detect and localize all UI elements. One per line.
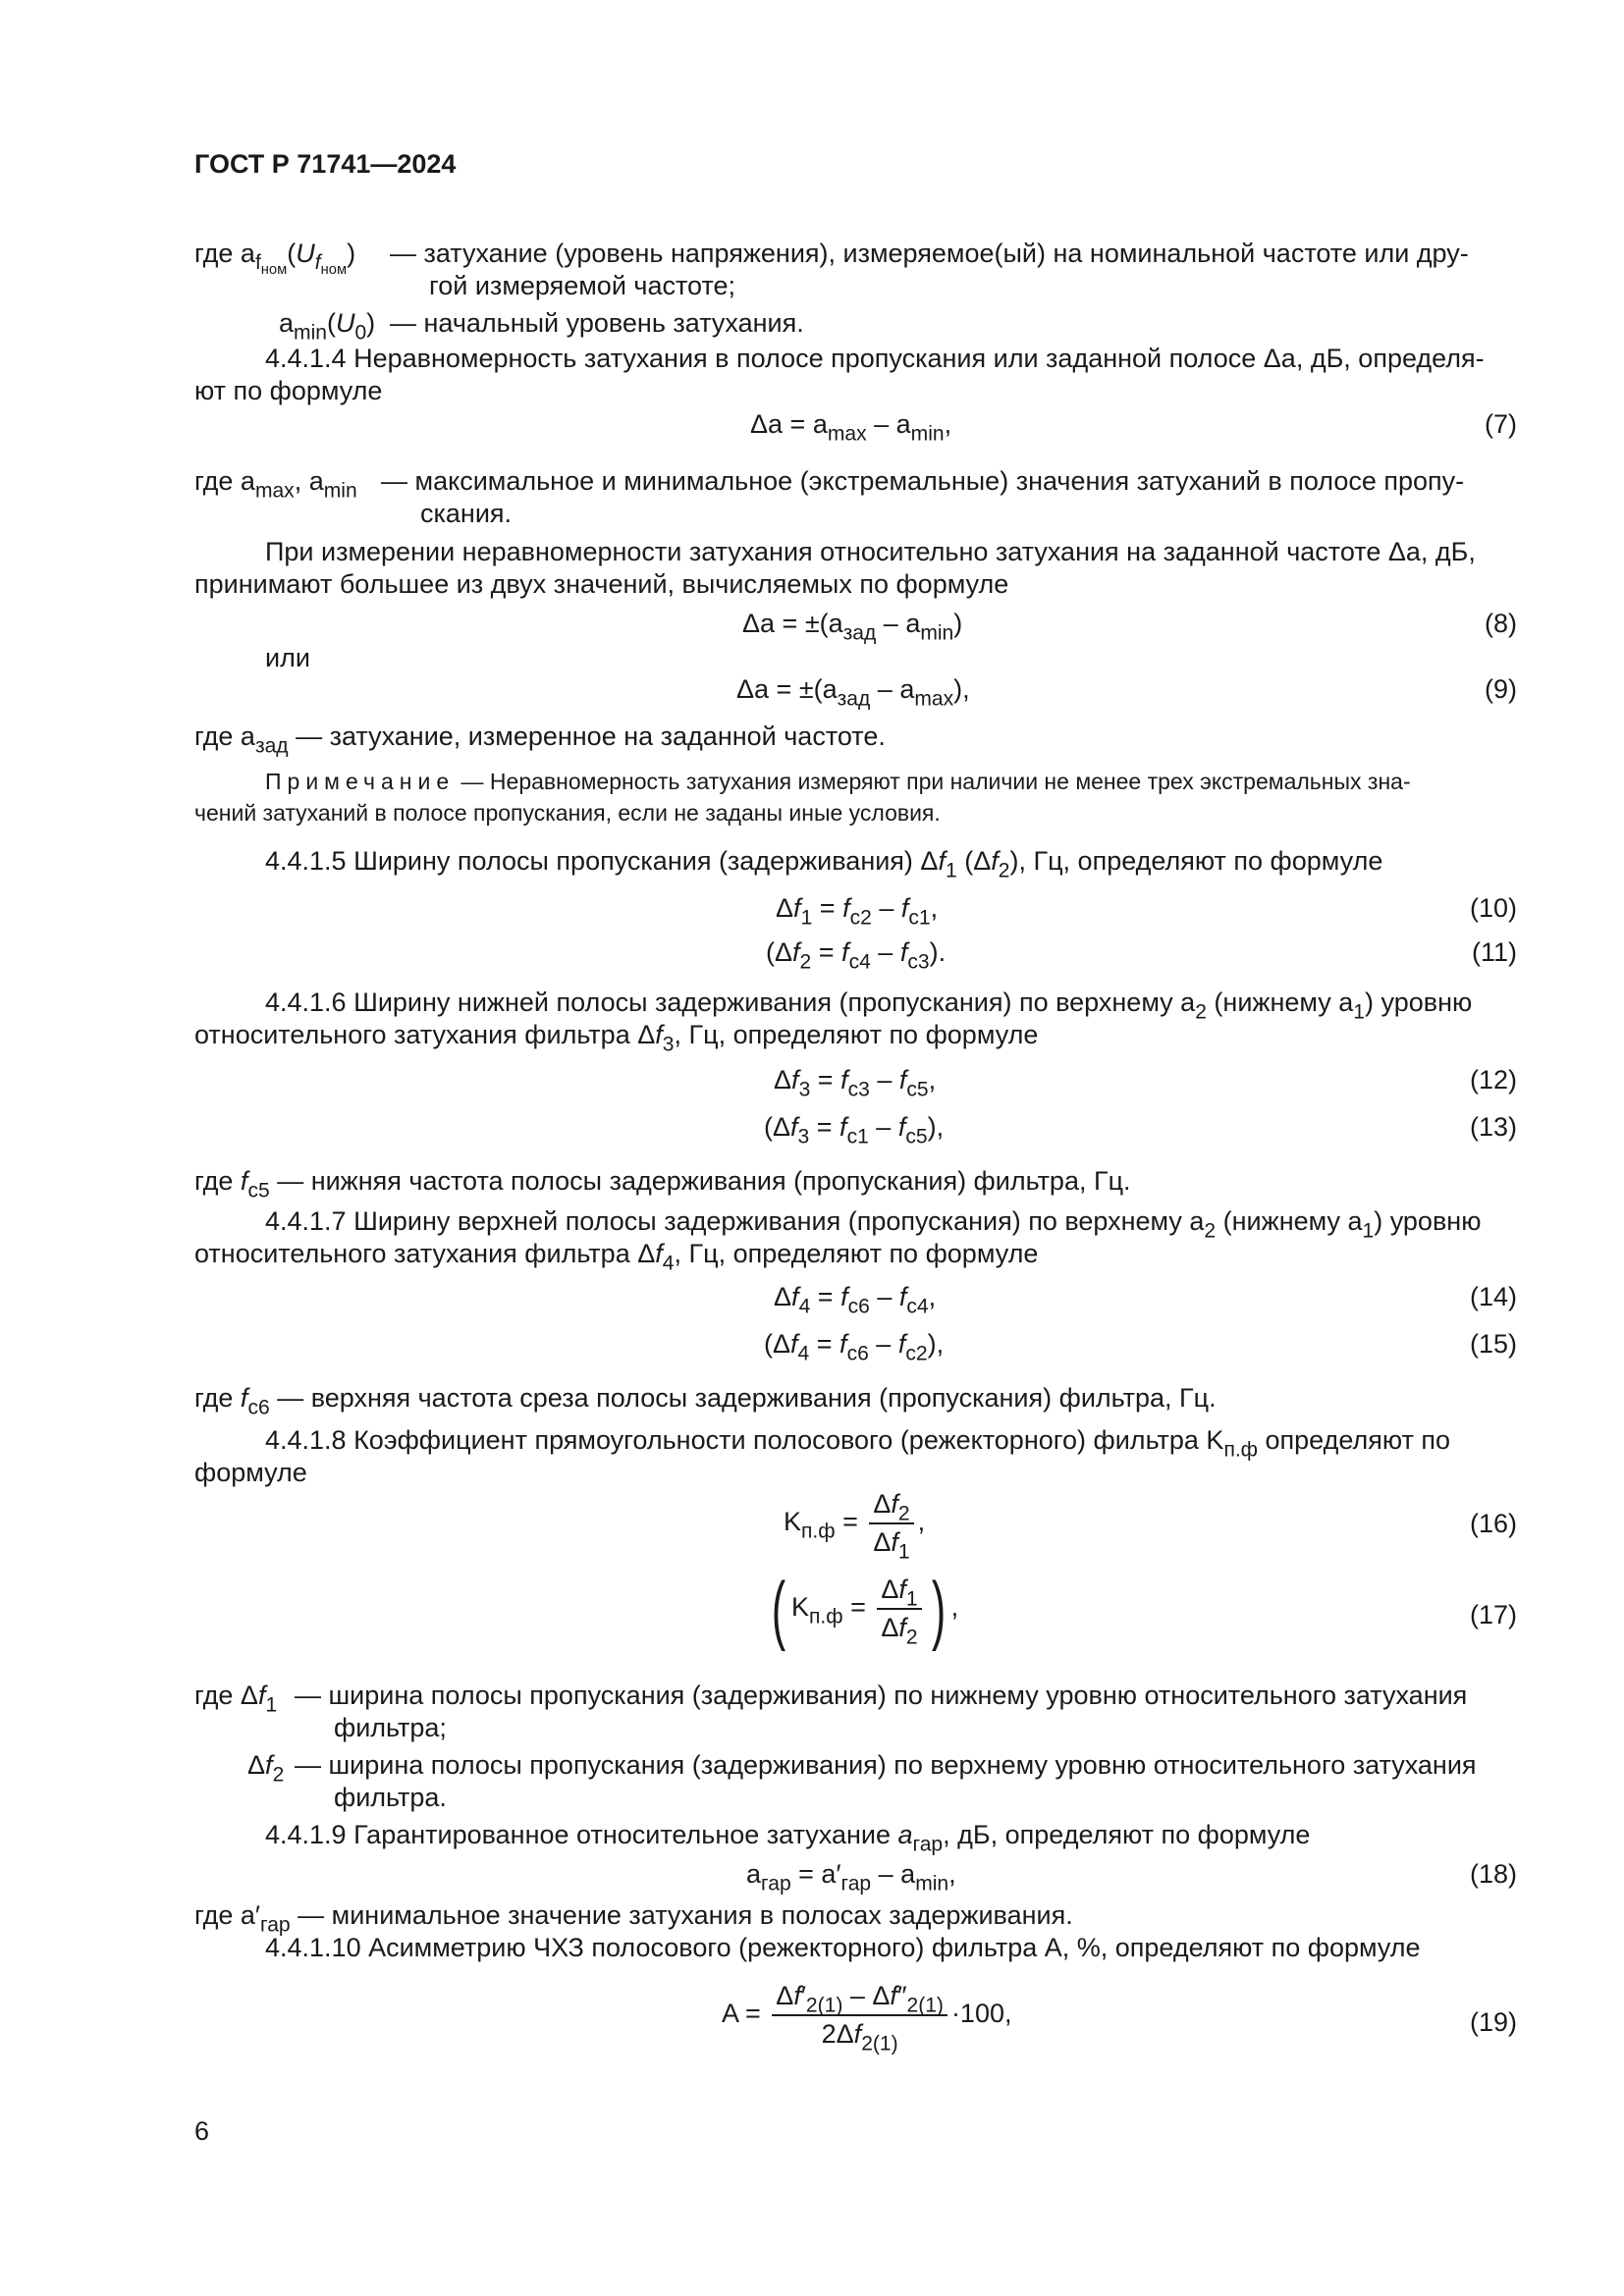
where-desc-7: — ширина полосы пропускания (задерживания) по нижнему уровню относительного затухания	[295, 1681, 1468, 1710]
eq-number-18: (18)	[1469, 1859, 1517, 1889]
eq-number-16: (16)	[1469, 1509, 1517, 1538]
note: Примечание — Неравномерность затухания измеряют при наличии не менее трех экстремальных зна-	[265, 769, 1411, 794]
equation-12: $\Delta f_3 = f_{c3} - f_{c5}$,	[774, 1065, 937, 1101]
where-desc-2: — начальный уровень затухания.	[390, 308, 804, 338]
where-term-7: где $\Delta f_1$	[194, 1681, 278, 1717]
eq-number-13: (13)	[1469, 1112, 1517, 1142]
where-term-4: где $a_{зад}$ — затухание, измеренное на заданной частоте.	[194, 721, 886, 758]
eq-number-15: (15)	[1469, 1329, 1517, 1359]
where-term-9: где $a'_{гар}$ — минимальное значение затухания в полосах задерживания.	[194, 1900, 1073, 1937]
where-desc-1: — затухание (уровень напряжения), измеряемое(ый) на номинальной частоте или дру-	[390, 239, 1469, 268]
p-izmerenii-b: принимают большее из двух значений, вычисляемых по формуле	[194, 569, 1009, 599]
equation-7: $\Delta a = a_{max} - a_{min}$,	[750, 409, 952, 446]
p-4-4-1-8-b: формуле	[194, 1458, 307, 1487]
p-4-4-1-9: 4.4.1.9 Гарантированное относительное затухание $a_{гар}$, дБ, определяют по формуле	[265, 1820, 1311, 1856]
equation-15: $(\Delta f_4 = f_{c6} - f_{c2})$,	[764, 1329, 945, 1365]
fraction-17: $\frac{\Delta f_1}{\Delta f_2}$	[877, 1575, 921, 1643]
where-desc-8: — ширина полосы пропускания (задерживания) по верхнему уровню относительного затухания	[295, 1750, 1477, 1780]
equation-8: $\Delta a = \pm(a_{зад} - a_{min})$	[742, 609, 963, 645]
equation-14: $\Delta f_4 = f_{c6} - f_{c4}$,	[774, 1282, 937, 1318]
p-4-4-1-7: 4.4.1.7 Ширину верхней полосы задерживания (пропускания) по верхнему $a_2$ (нижнему $a_1$) уровню	[265, 1206, 1482, 1243]
where-term-2: $a_{min}(U_0)$	[279, 308, 376, 345]
p-izmerenii: При измерении неравномерности затухания относительно затухания на заданной частоте Δa, дБ,	[265, 537, 1476, 566]
document-header: ГОСТ Р 71741—2024	[194, 149, 457, 179]
eq-number-8: (8)	[1485, 609, 1517, 638]
where-desc-8b: фильтра.	[334, 1783, 447, 1812]
eq-number-11: (11)	[1471, 937, 1517, 967]
fraction-16: $\frac{\Delta f_2}{\Delta f_1}$	[869, 1489, 913, 1558]
where-desc-1b: гой измеряемой частоте;	[429, 271, 736, 300]
page-number: 6	[194, 2116, 210, 2146]
p-4-4-1-6-b: относительного затухания фильтра $\Delta f_3$, Гц, определяют по формуле	[194, 1020, 1039, 1056]
eq-number-9: (9)	[1485, 674, 1517, 704]
where-desc-3b: скания.	[420, 499, 513, 528]
note-line-2: чений затуханий в полосе пропускания, если не заданы иные условия.	[194, 800, 941, 826]
equation-17: ( $K_{п.ф}$ = $\frac{\Delta f_1}{\Delta f_2}$ ) ,	[771, 1566, 959, 1652]
p-4-4-1-8: 4.4.1.8 Коэффициент прямоугольности полосового (режекторного) фильтра $K_{п.ф}$ определяют по	[265, 1425, 1450, 1462]
ili-text: или	[265, 643, 310, 672]
p-4-4-1-4-b: ют по формуле	[194, 376, 383, 405]
p-4-4-1-10: 4.4.1.10 Асимметрию ЧХЗ полосового (режекторного) фильтра A, %, определяют по формуле	[265, 1933, 1421, 1962]
p-4-4-1-7-b: относительного затухания фильтра $\Delta f_4$, Гц, определяют по формуле	[194, 1239, 1039, 1275]
where-term-5: где $f_{c5}$ — нижняя частота полосы задерживания (пропускания) фильтра, Гц.	[194, 1166, 1131, 1202]
p-4-4-1-6: 4.4.1.6 Ширину нижней полосы задерживания (пропускания) по верхнему $a_2$ (нижнему $a_1$) уровню	[265, 988, 1473, 1024]
eq-number-17: (17)	[1469, 1600, 1517, 1629]
eq-number-7: (7)	[1485, 409, 1517, 439]
eq-number-12: (12)	[1469, 1065, 1517, 1095]
where-desc-7b: фильтра;	[334, 1713, 447, 1742]
where-desc-3: — максимальное и минимальное (экстремальные) значения затуханий в полосе пропу-	[381, 466, 1465, 496]
eq-number-14: (14)	[1469, 1282, 1517, 1311]
eq-number-10: (10)	[1469, 893, 1517, 923]
equation-11: $(\Delta f_2 = f_{c4} - f_{c3})$.	[766, 937, 947, 974]
fraction-19: $\frac{\Delta f'_{2(1)} - \Delta f''_{2(1)}}{2\Delta f_{2(1)}}$	[772, 1981, 947, 2050]
equation-18: $a_{гар} = a'_{гар} - a_{min}$,	[746, 1859, 956, 1896]
eq-number-19: (19)	[1469, 2007, 1517, 2037]
equation-13: $(\Delta f_3 = f_{c1} - f_{c5})$,	[764, 1112, 945, 1148]
p-4-4-1-5: 4.4.1.5 Ширину полосы пропускания (задерживания) $\Delta f_1$ $(\Delta f_2)$, Гц, определяют по формуле	[265, 846, 1383, 882]
p-4-4-1-4: 4.4.1.4 Неравномерность затухания в полосе пропускания или заданной полосе Δa, дБ, определя-	[265, 344, 1485, 373]
equation-16: $K_{п.ф}$ = $\frac{\Delta f_2}{\Delta f_1}$ ,	[784, 1489, 926, 1564]
equation-10: $\Delta f_1 = f_{c2} - f_{c1}$,	[776, 893, 939, 930]
where-term-1: где $a_{f_{ном}}(U_{f_{ном}})$	[194, 239, 356, 279]
where-term-3: где $a_{max}$, $a_{min}$	[194, 466, 357, 503]
where-term-6: где $f_{c6}$ — верхняя частота среза полосы задерживания (пропускания) фильтра, Гц.	[194, 1383, 1217, 1419]
equation-9: $\Delta a = \pm(a_{зад} - a_{max})$,	[736, 674, 970, 711]
where-term-8: $\Delta f_2$	[247, 1750, 285, 1787]
equation-19: A = $\frac{\Delta f'_{2(1)} - \Delta f''_{2(1)}}{2\Delta f_{2(1)}}$ ·100,	[722, 1981, 1012, 2056]
